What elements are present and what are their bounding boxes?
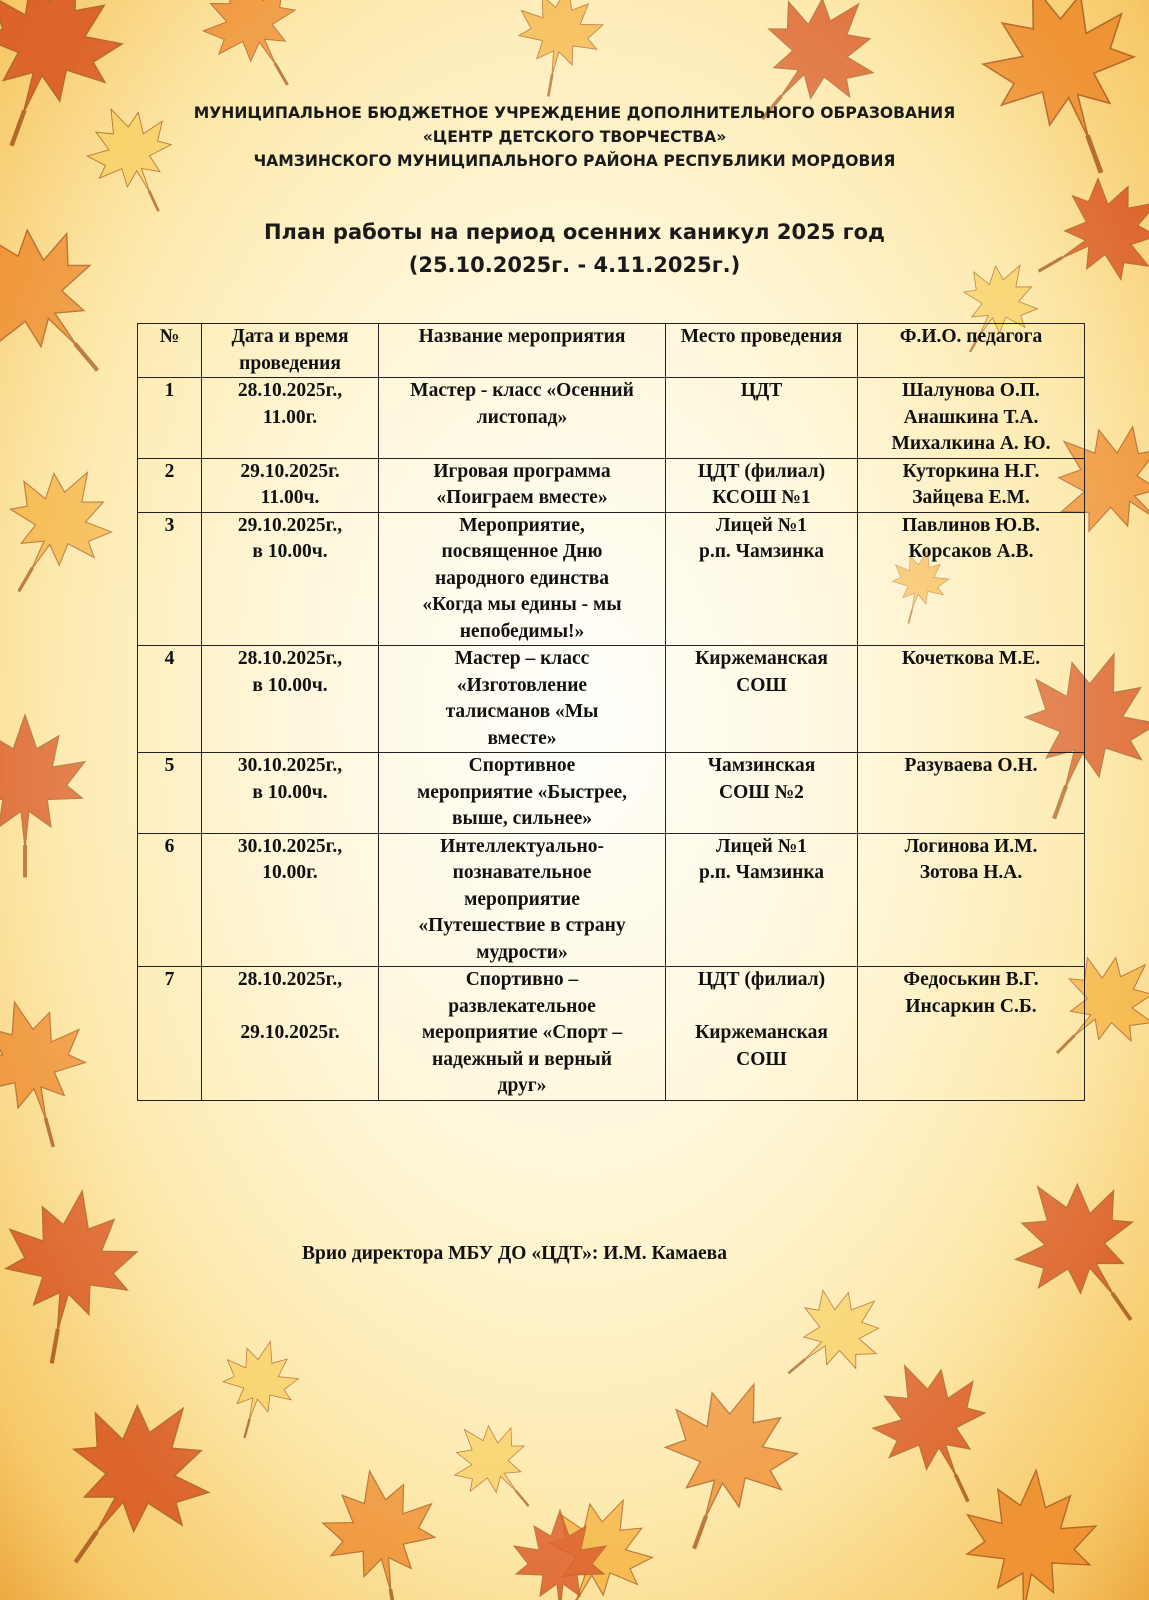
org-line-3: ЧАМЗИНСКОГО МУНИЦИПАЛЬНОГО РАЙОНА РЕСПУБЛИКИ МОРДОВИЯ xyxy=(253,152,896,170)
cell-date-line: 10.00г. xyxy=(262,862,318,883)
cell-place-line: р.п. Чамзинка xyxy=(698,862,825,883)
cell-name xyxy=(379,512,666,646)
cell-name-line: Спортивное xyxy=(468,755,576,776)
cell-place-line: ЦДТ (филиал) xyxy=(697,460,826,482)
header-teacher: Ф.И.О. педагога xyxy=(858,324,1085,378)
cell-name-line: талисманов «Мы xyxy=(445,701,599,722)
cell-date-line: в 10.00ч. xyxy=(252,541,328,562)
director-signature: Врио директора МБУ ДО «ЦДТ»: И.М. Камаева xyxy=(302,1243,727,1264)
cell-date-line: в 10.00ч. xyxy=(252,674,328,696)
header-name: Название мероприятия xyxy=(379,324,666,378)
cell-teacher xyxy=(858,967,1085,1101)
cell-name-line: Спортивно – xyxy=(465,969,579,990)
cell-name-line: народного единства xyxy=(434,567,610,589)
table-row xyxy=(138,378,1085,459)
cell-place-line: р.п. Чамзинка xyxy=(698,541,825,562)
cell-teacher-line: Зотова Н.А. xyxy=(919,862,1023,883)
cell-date xyxy=(202,458,379,512)
cell-name-line: «Изготовление xyxy=(456,674,588,696)
plan-period: (25.10.2025г. - 4.11.2025г.) xyxy=(408,253,741,277)
cell-num: 2 xyxy=(138,458,202,512)
cell-name-line: Игровая программа xyxy=(433,460,611,482)
cell-date-line: в 10.00ч. xyxy=(252,781,328,803)
cell-teacher xyxy=(858,458,1085,512)
cell-name-line: Мастер – класс xyxy=(454,648,590,669)
header-date: Дата и время проведения xyxy=(202,324,379,378)
cell-name-line: листопад» xyxy=(476,406,568,428)
cell-date xyxy=(202,646,379,753)
cell-teacher-line: Михалкина А. Ю. xyxy=(891,433,1051,454)
cell-date-line: 29.10.2025г. xyxy=(240,1022,340,1043)
cell-name-line: развлекательное xyxy=(448,995,596,1017)
cell-place xyxy=(666,833,858,967)
cell-name-line: Мастер - класс «Осенний xyxy=(410,380,634,401)
cell-place xyxy=(666,646,858,753)
cell-place xyxy=(666,753,858,834)
cell-teacher-line: Павлинов Ю.В. xyxy=(902,514,1040,536)
cell-date-line: 30.10.2025г., xyxy=(237,755,343,776)
cell-teacher-line: Инсаркин С.Б. xyxy=(905,995,1037,1017)
cell-date-line: 29.10.2025г. xyxy=(240,460,340,482)
cell-place-line: Чамзинская xyxy=(707,755,816,776)
cell-name xyxy=(379,378,666,459)
cell-name-line: надежный и верный xyxy=(431,1048,613,1070)
cell-teacher-line: Куторкина Н.Г. xyxy=(902,460,1040,482)
cell-name-line: вместе» xyxy=(487,727,557,749)
cell-place-line: СОШ xyxy=(736,1048,787,1070)
cell-place-line: СОШ №2 xyxy=(719,781,804,803)
cell-place-line: СОШ xyxy=(736,674,787,696)
cell-name xyxy=(379,646,666,753)
cell-teacher-line: Федоськин В.Г. xyxy=(903,969,1039,990)
cell-place-line: Киржеманская xyxy=(695,648,828,669)
cell-place-line: Киржеманская xyxy=(695,1022,828,1043)
cell-date xyxy=(202,753,379,834)
cell-name xyxy=(379,458,666,512)
cell-name-line: познавательное xyxy=(452,862,592,883)
org-line-1: МУНИЦИПАЛЬНОЕ БЮДЖЕТНОЕ УЧРЕЖДЕНИЕ ДОПОЛНИТЕЛЬНОГО ОБРАЗОВАНИЯ xyxy=(193,104,956,122)
cell-name-line: посвященное Дню xyxy=(441,541,603,562)
cell-place-line xyxy=(670,994,853,1021)
cell-name-line: «Когда мы едины - мы xyxy=(422,594,622,615)
organization-header xyxy=(0,101,1149,173)
cell-place-line: ЦДТ xyxy=(740,380,783,401)
cell-date-line: 29.10.2025г., xyxy=(237,514,343,536)
cell-date-line: 11.00ч. xyxy=(260,487,320,508)
cell-place xyxy=(666,512,858,646)
org-line-2: «ЦЕНТР ДЕТСКОГО ТВОРЧЕСТВА» xyxy=(422,128,727,146)
cell-teacher xyxy=(858,378,1085,459)
cell-name-line: выше, сильнее» xyxy=(451,808,593,829)
cell-name-line: Интеллектуально- xyxy=(440,835,604,857)
cell-place xyxy=(666,378,858,459)
cell-name-line: Мероприятие, xyxy=(459,514,585,536)
cell-name xyxy=(379,753,666,834)
cell-name xyxy=(379,967,666,1101)
table-row xyxy=(138,833,1085,967)
cell-name-line: мероприятие «Быстрее, xyxy=(416,781,628,803)
cell-teacher-line: Разуваева О.Н. xyxy=(904,755,1038,776)
cell-date-line: 30.10.2025г., xyxy=(237,835,343,857)
cell-place-line: ЦДТ (филиал) xyxy=(697,969,826,990)
cell-date xyxy=(202,833,379,967)
cell-name xyxy=(379,833,666,967)
cell-place-line: КСОШ №1 xyxy=(712,487,811,508)
cell-name-line: непобедимы!» xyxy=(459,620,585,642)
cell-num: 6 xyxy=(138,833,202,967)
cell-teacher-line: Зайцева Е.М. xyxy=(912,487,1030,508)
plan-heading xyxy=(0,216,1149,282)
cell-teacher-line: Корсаков А.В. xyxy=(908,541,1034,562)
header-num: № xyxy=(138,324,202,378)
table-row xyxy=(138,512,1085,646)
cell-date xyxy=(202,512,379,646)
cell-date xyxy=(202,967,379,1101)
cell-num: 3 xyxy=(138,512,202,646)
cell-place-line: Лицей №1 xyxy=(715,514,808,536)
cell-num: 5 xyxy=(138,753,202,834)
cell-teacher xyxy=(858,753,1085,834)
table-header-row xyxy=(138,324,1085,378)
cell-teacher-line: Шалунова О.П. xyxy=(902,380,1040,401)
cell-date-line: 11.00г. xyxy=(262,406,318,428)
cell-name-line: мудрости» xyxy=(476,941,568,963)
cell-name-line: «Поиграем вместе» xyxy=(436,487,608,508)
cell-teacher xyxy=(858,833,1085,967)
cell-num: 1 xyxy=(138,378,202,459)
table-row xyxy=(138,646,1085,753)
plan-title: План работы на период осенних каникул 2025 год xyxy=(263,220,885,244)
cell-teacher xyxy=(858,512,1085,646)
cell-place xyxy=(666,458,858,512)
cell-date-line: 28.10.2025г., xyxy=(237,969,343,990)
table-row xyxy=(138,458,1085,512)
cell-place-line: Лицей №1 xyxy=(715,835,808,857)
cell-teacher-line: Кочеткова М.Е. xyxy=(901,648,1041,669)
cell-teacher xyxy=(858,646,1085,753)
cell-name-line: мероприятие «Спорт – xyxy=(421,1022,623,1043)
table-row xyxy=(138,967,1085,1101)
cell-date-line: 28.10.2025г., xyxy=(237,380,343,401)
cell-date-line xyxy=(206,994,374,1021)
cell-teacher-line: Анашкина Т.А. xyxy=(903,406,1039,428)
cell-name-line: друг» xyxy=(497,1075,547,1096)
cell-num: 7 xyxy=(138,967,202,1101)
cell-teacher-line: Логинова И.М. xyxy=(904,835,1038,857)
cell-num: 4 xyxy=(138,646,202,753)
schedule-table xyxy=(137,323,1085,1101)
cell-place xyxy=(666,967,858,1101)
cell-date xyxy=(202,378,379,459)
cell-name-line: «Путешествие в страну xyxy=(418,915,626,936)
cell-name-line: мероприятие xyxy=(464,888,580,910)
table-row xyxy=(138,753,1085,834)
cell-date-line: 28.10.2025г., xyxy=(237,648,343,669)
header-place: Место проведения xyxy=(666,324,858,378)
